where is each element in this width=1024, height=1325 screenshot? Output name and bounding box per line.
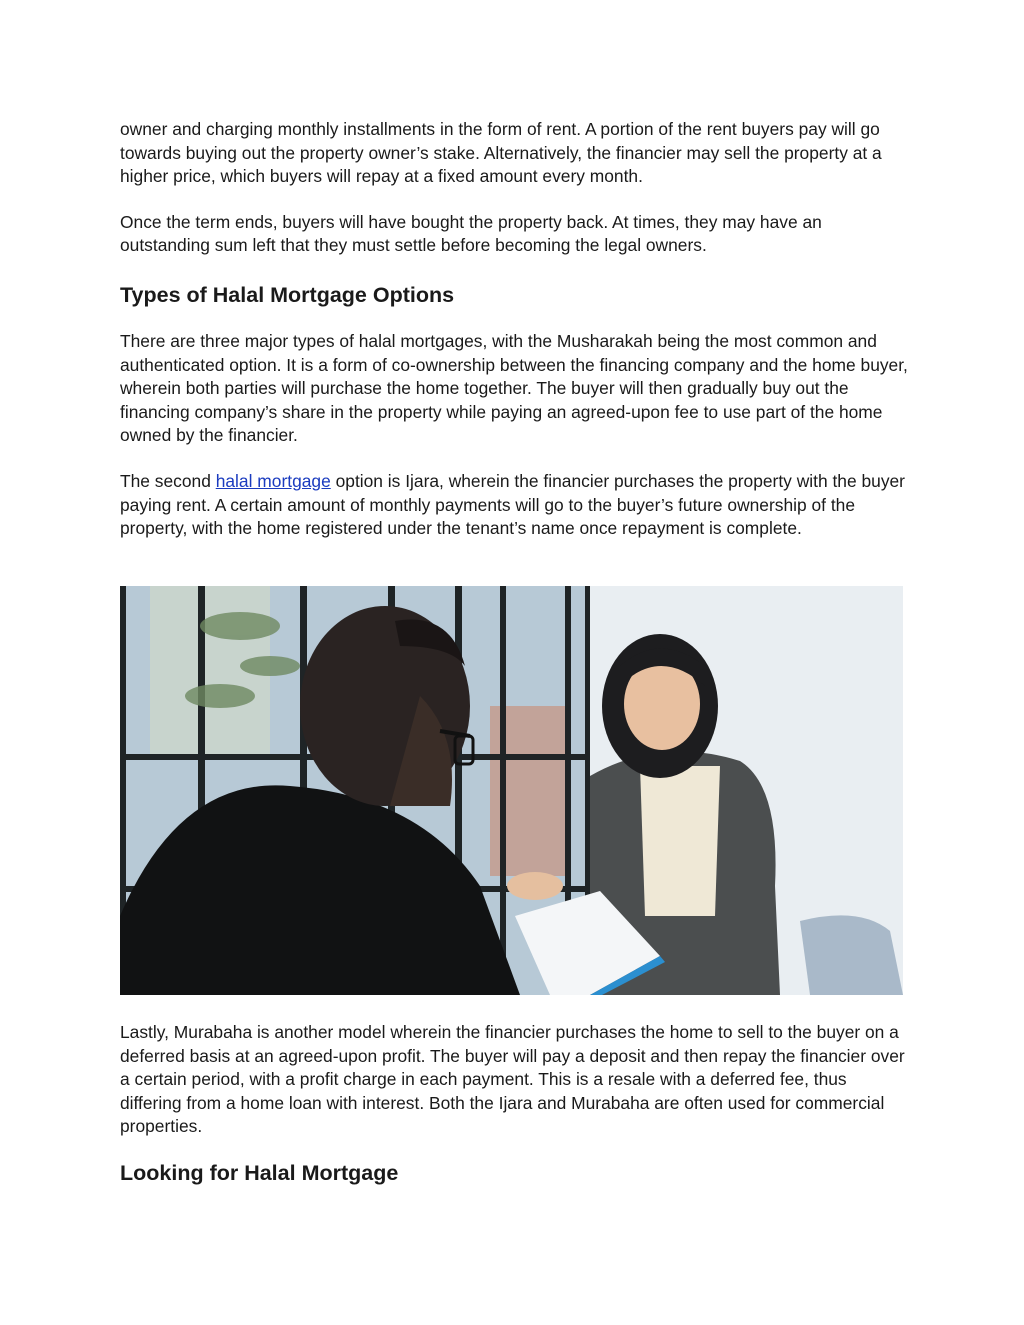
paragraph-ijara-text-after: option is Ijara, wherein the financier purchases the property with the buyer paying rent. A certain amount of monthly payments will go to the buyer’s future ownership of the property, with the home registered under the tenant’s name once repayment is complete. [120, 470, 905, 539]
consultation-photo [120, 586, 903, 995]
paragraph-ijara-text-before: The second [120, 470, 216, 491]
consultation-photo-illustration [120, 586, 903, 995]
paragraph-murabaha: Lastly, Murabaha is another model wherein the financier purchases the home to sell to the buyer on a deferred basis at an agreed-upon profit. The buyer will pay a deposit and then repay the financier over a certain period, with a profit charge in each payment. This is a resale with a deferred fee, thus differing from a home loan with interest. Both the Ijara and Murabaha are often used for commercial properties. [120, 1022, 905, 1137]
paragraph-term-ends: Once the term ends, buyers will have bought the property back. At times, they may have an outstanding sum left that they must settle before becoming the legal owners. [120, 211, 822, 256]
heading-types-of-halal-mortgage: Types of Halal Mortgage Options [120, 282, 455, 307]
paragraph-musharakah: There are three major types of halal mortgages, with the Musharakah being the most common and authenticated option. It is a form of co-ownership between the financing company and the home buyer, wherein both parties will purchase the home together. The buyer will then gradually buy out the financing company’s share in the property while paying an agreed-upon fee to use part of the home owned by the financier. [120, 330, 908, 446]
page-content [120, 118, 910, 541]
paragraph-rent-installments: owner and charging monthly installments in the form of rent. A portion of the rent buyers pay will go towards buying out the property owner’s stake. Alternatively, the financier may sell the property at a higher price, which buyers will repay at a fixed amount every month. [120, 119, 882, 187]
halal-mortgage-link[interactable]: halal mortgage [215, 470, 331, 491]
paragraph-ijara [120, 470, 910, 541]
heading-looking-for-halal-mortgage: Looking for Halal Mortgage [120, 1161, 399, 1185]
